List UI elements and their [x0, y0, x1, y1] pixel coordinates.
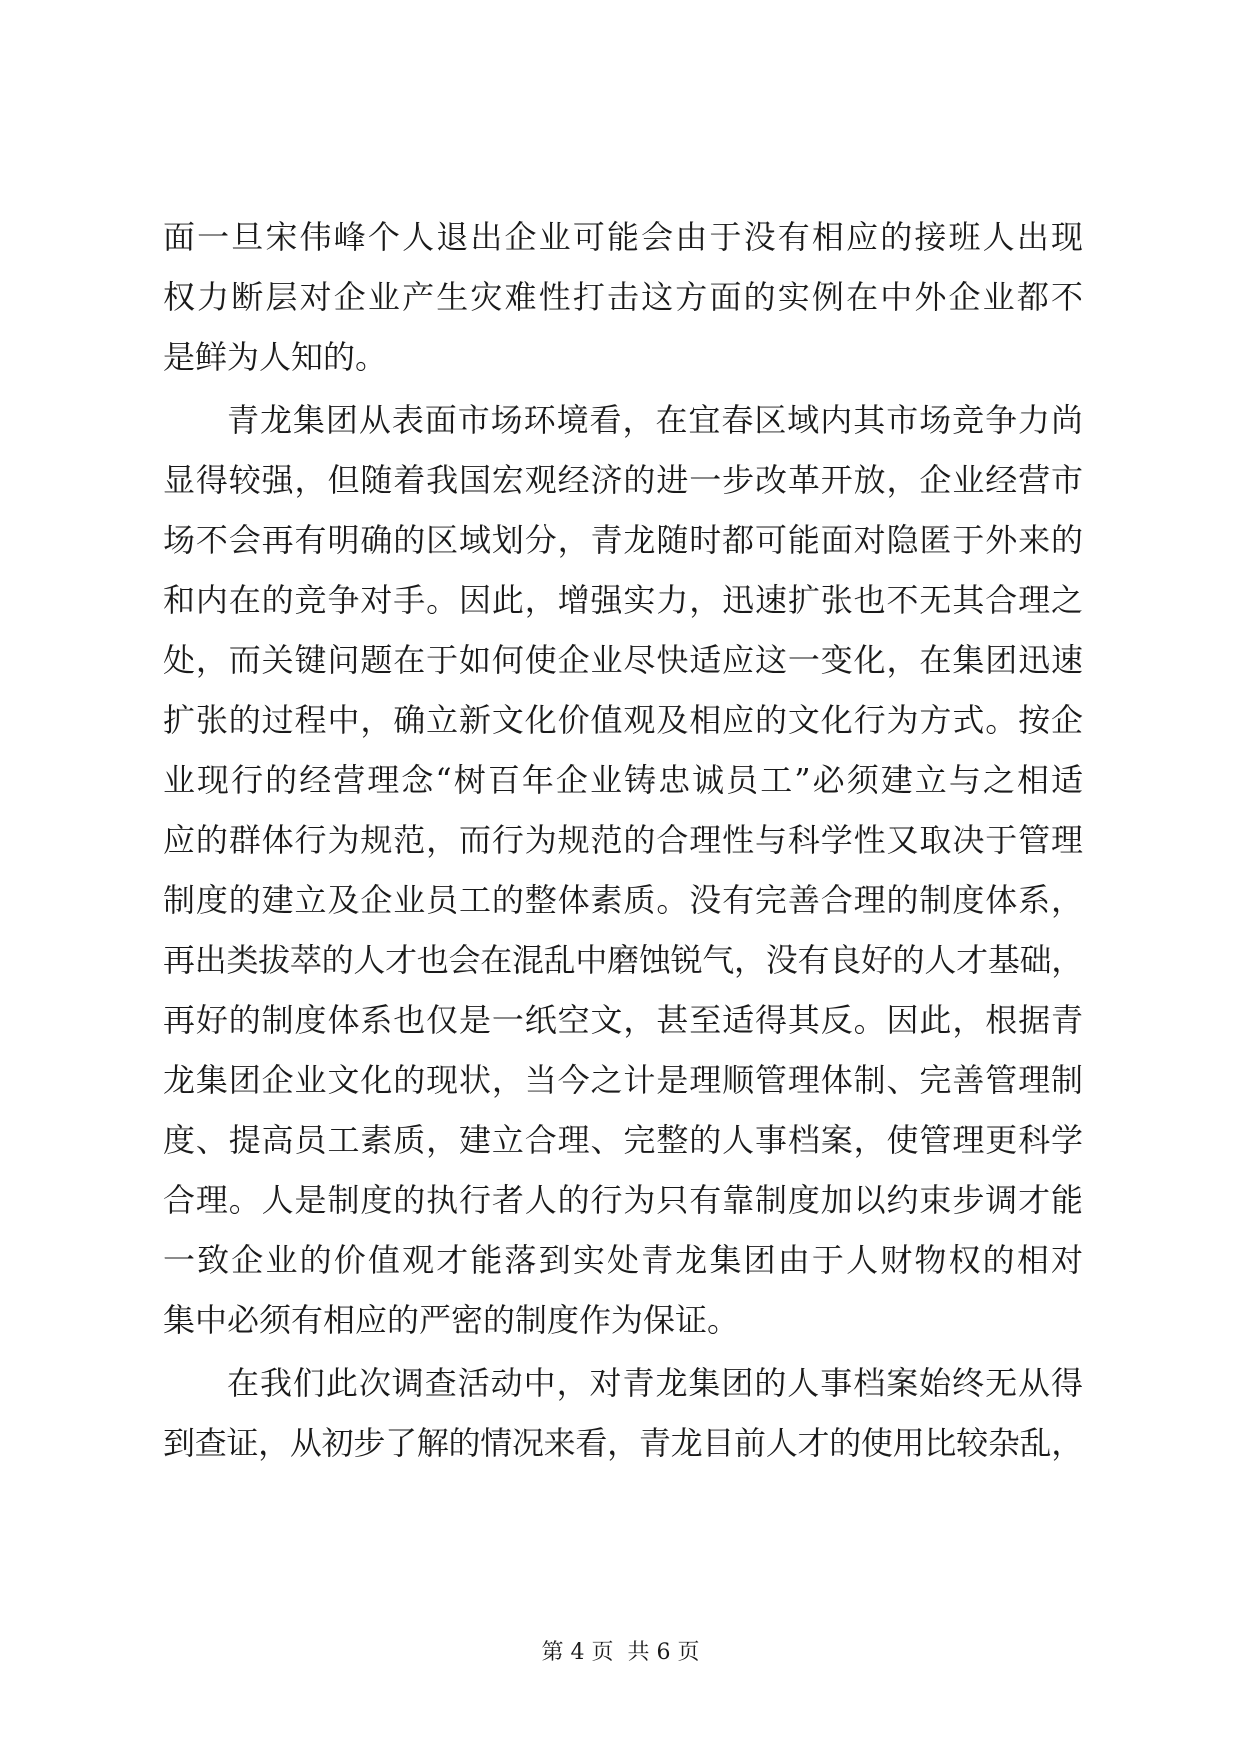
text-line: 青龙集团从表面市场环境看，在宜春区域内其市场竞争力尚 — [227, 401, 1083, 439]
paragraph-3 — [163, 1353, 1083, 1473]
text-line: 是鲜为人知的。 — [163, 338, 388, 376]
text-line: 场不会再有明确的区域划分，青龙随时都可能面对隐匿于外来的 — [163, 521, 1083, 559]
text-line: 扩张的过程中，确立新文化价值观及相应的文化行为方式。按企 — [163, 701, 1083, 739]
text-line: 处，而关键问题在于如何使企业尽快适应这一变化，在集团迅速 — [163, 641, 1083, 679]
paragraph-1 — [163, 207, 1083, 387]
text-line: 显得较强，但随着我国宏观经济的进一步改革开放，企业经营市 — [163, 461, 1083, 499]
text-line: 集中必须有相应的严密的制度作为保证。 — [163, 1301, 740, 1339]
text-line: 面一旦宋伟峰个人退出企业可能会由于没有相应的接班人出现 — [163, 218, 1083, 256]
text-line: 再好的制度体系也仅是一纸空文，甚至适得其反。因此，根据青 — [163, 1001, 1083, 1039]
text-line: 一致企业的价值观才能落到实处青龙集团由于人财物权的相对 — [163, 1241, 1083, 1279]
text-line: 度、提高员工素质，建立合理、完整的人事档案，使管理更科学 — [163, 1121, 1083, 1159]
text-line: 再出类拔萃的人才也会在混乱中磨蚀锐气，没有良好的人才基础， — [163, 941, 1083, 979]
text-line: 业现行的经营理念“树百年企业铸忠诚员工”必须建立与之相适 — [163, 761, 1083, 799]
text-line: 龙集团企业文化的现状，当今之计是理顺管理体制、完善管理制 — [163, 1061, 1083, 1099]
text-line: 和内在的竞争对手。因此，增强实力，迅速扩张也不无其合理之 — [163, 581, 1083, 619]
text-line: 到查证，从初步了解的情况来看，青龙目前人才的使用比较杂乱， — [163, 1424, 1083, 1462]
text-line: 权力断层对企业产生灾难性打击这方面的实例在中外企业都不 — [163, 278, 1083, 316]
document-body — [163, 207, 1083, 1473]
text-line: 制度的建立及企业员工的整体素质。没有完善合理的制度体系， — [163, 881, 1083, 919]
text-line: 应的群体行为规范，而行为规范的合理性与科学性又取决于管理 — [163, 821, 1083, 859]
text-line: 在我们此次调查活动中，对青龙集团的人事档案始终无从得 — [227, 1364, 1083, 1402]
page-number-footer: 第 4 页 共 6 页 — [541, 1640, 700, 1665]
paragraph-2 — [163, 390, 1083, 1350]
text-line: 合理。人是制度的执行者人的行为只有靠制度加以约束步调才能 — [163, 1181, 1083, 1219]
